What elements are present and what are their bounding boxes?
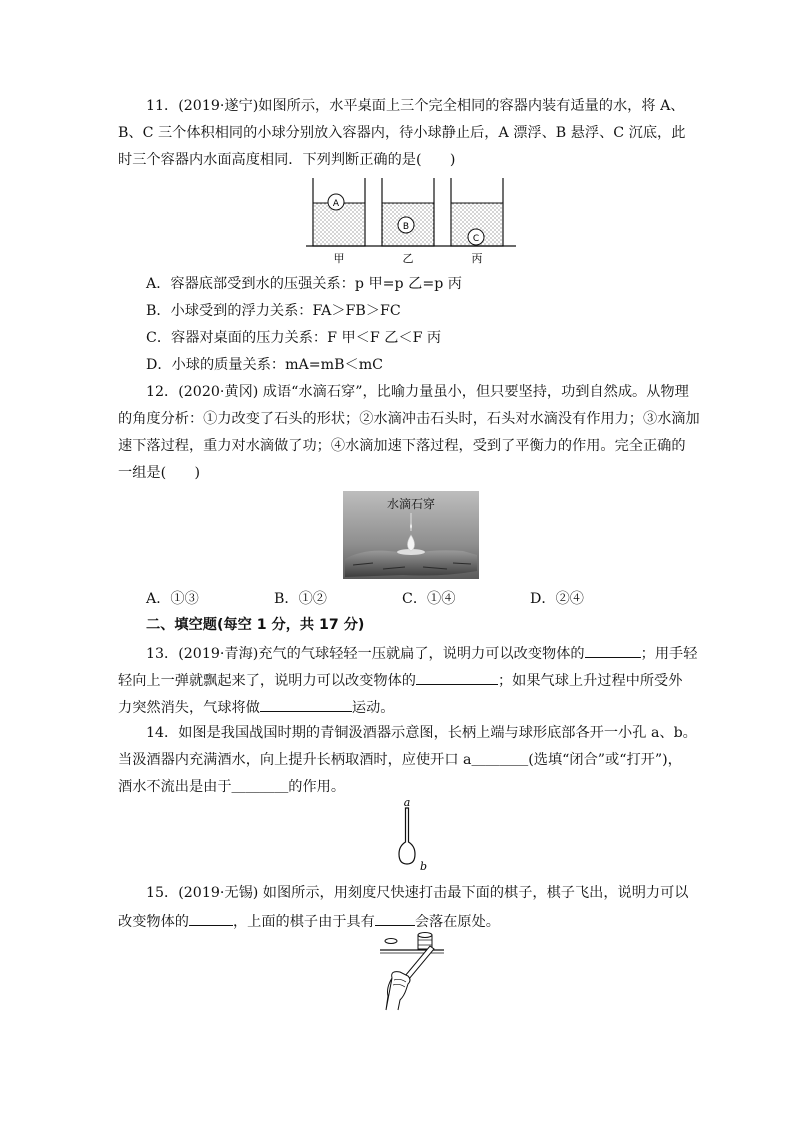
q14-line-2: 当汲酒器内充满酒水，向上提升长柄取酒时，应使开口 a＿＿＿＿(选填“闭合”或“打开”)， [118, 752, 682, 768]
ball-label-a: A [332, 199, 340, 209]
q12-option-d: D．②④ [530, 591, 584, 607]
q13-line-3 [118, 696, 678, 718]
container-label-jia: 甲 [333, 252, 345, 265]
q13-text-3b: 运动。 [351, 700, 395, 716]
q13-blank-1[interactable] [585, 642, 641, 658]
q12-option-c: C．①④ [402, 591, 456, 607]
ball-label-c: C [472, 234, 480, 244]
q13-text-1b: ；用手轻 [640, 646, 698, 662]
q11-option-d: D．小球的质量关系：mA=mB＜mC [146, 357, 384, 373]
q15-text-2c: 会落在原处。 [414, 914, 500, 930]
q12-line-4: 一组是( ) [118, 465, 201, 481]
hand [386, 972, 410, 1010]
ball-label-b: B [402, 222, 410, 232]
flying-chess-piece [385, 939, 397, 944]
q13-text-2a: 轻向上一弹就飘起来了，说明力可以改变物体的 [118, 673, 416, 689]
container-yi [382, 178, 434, 246]
container-jia [313, 178, 365, 246]
q12-line-3: 速下落过程，重力对水滴做了功；④水滴加速下落过程，受到了平衡力的作用。完全正确的 [118, 438, 686, 454]
section-2-title: 二、填空题(每空 1 分，共 17 分) [146, 617, 365, 633]
photo-caption: 水滴石穿 [386, 497, 435, 511]
q13-line-2 [118, 669, 683, 691]
q13-blank-3[interactable] [260, 696, 352, 712]
q11-line-3: 时三个容器内水面高度相同．下列判断正确的是( ) [118, 152, 456, 168]
q12-option-b: B．①② [274, 591, 327, 607]
q12-line-1: 12．(2020·黄冈) 成语“水滴石穿”，比喻力量虽小，但只要坚持，功到自然成。从物理 [146, 384, 689, 400]
q11-option-c: C．容器对桌面的压力关系：F 甲＜F 乙＜F 丙 [146, 330, 442, 346]
label-a: a [403, 798, 411, 809]
q15-text-2a: 改变物体的 [118, 914, 189, 930]
q11-option-b: B．小球受到的浮力关系：FA＞FB＞FC [146, 303, 401, 319]
water-drop-stone-photo [343, 491, 479, 579]
container-label-bing: 丙 [471, 252, 483, 265]
chess-pieces-ruler-figure [378, 930, 448, 1012]
q14-line-1: 14．如图是我国战国时期的青铜汲酒器示意图，长柄上端与球形底部各开一小孔 a、b。 [146, 725, 697, 741]
container-label-yi: 乙 [402, 252, 414, 265]
q11-line-2: B、C 三个体积相同的小球分别放入容器内，待小球静止后，A 漂浮、B 悬浮、C 沉底，此 [118, 125, 686, 141]
q14-line-3: 酒水不流出是由于＿＿＿＿的作用。 [118, 779, 346, 795]
q13-text-1a: 13．(2019·青海)充气的气球轻轻一压就扁了，说明力可以改变物体的 [146, 646, 585, 662]
q15-line-2 [118, 910, 678, 932]
three-containers-figure [300, 175, 520, 267]
wine-dipper-figure [392, 798, 432, 874]
q13-line-1 [146, 642, 706, 664]
q13-text-3a: 力突然消失，气球将做 [118, 700, 260, 716]
q11-line-1: 11．(2019·遂宁)如图所示，水平桌面上三个完全相同的容器内装有适量的水，将 A、 [146, 98, 685, 114]
q12-line-2: 的角度分析：①力改变了石头的形状；②水滴冲击石头时，石头对水滴没有作用力；③水滴加 [118, 411, 700, 427]
q15-blank-1[interactable] [189, 910, 233, 926]
label-b: b [420, 860, 428, 873]
q12-option-a: A．①③ [146, 591, 199, 607]
q11-option-a: A．容器底部受到水的压强关系：p 甲=p 乙=p 丙 [146, 276, 462, 292]
q12-options [146, 588, 666, 608]
q13-blank-2[interactable] [416, 669, 498, 685]
q15-line-1: 15．(2019·无锡) 如图所示，用刻度尺快速打击最下面的棋子，棋子飞出，说明力可以 [146, 885, 689, 901]
q15-text-2b: ，上面的棋子由于具有 [232, 914, 375, 930]
q13-text-2b: ；如果气球上升过程中所受外 [497, 673, 683, 689]
q15-blank-2[interactable] [375, 910, 415, 926]
